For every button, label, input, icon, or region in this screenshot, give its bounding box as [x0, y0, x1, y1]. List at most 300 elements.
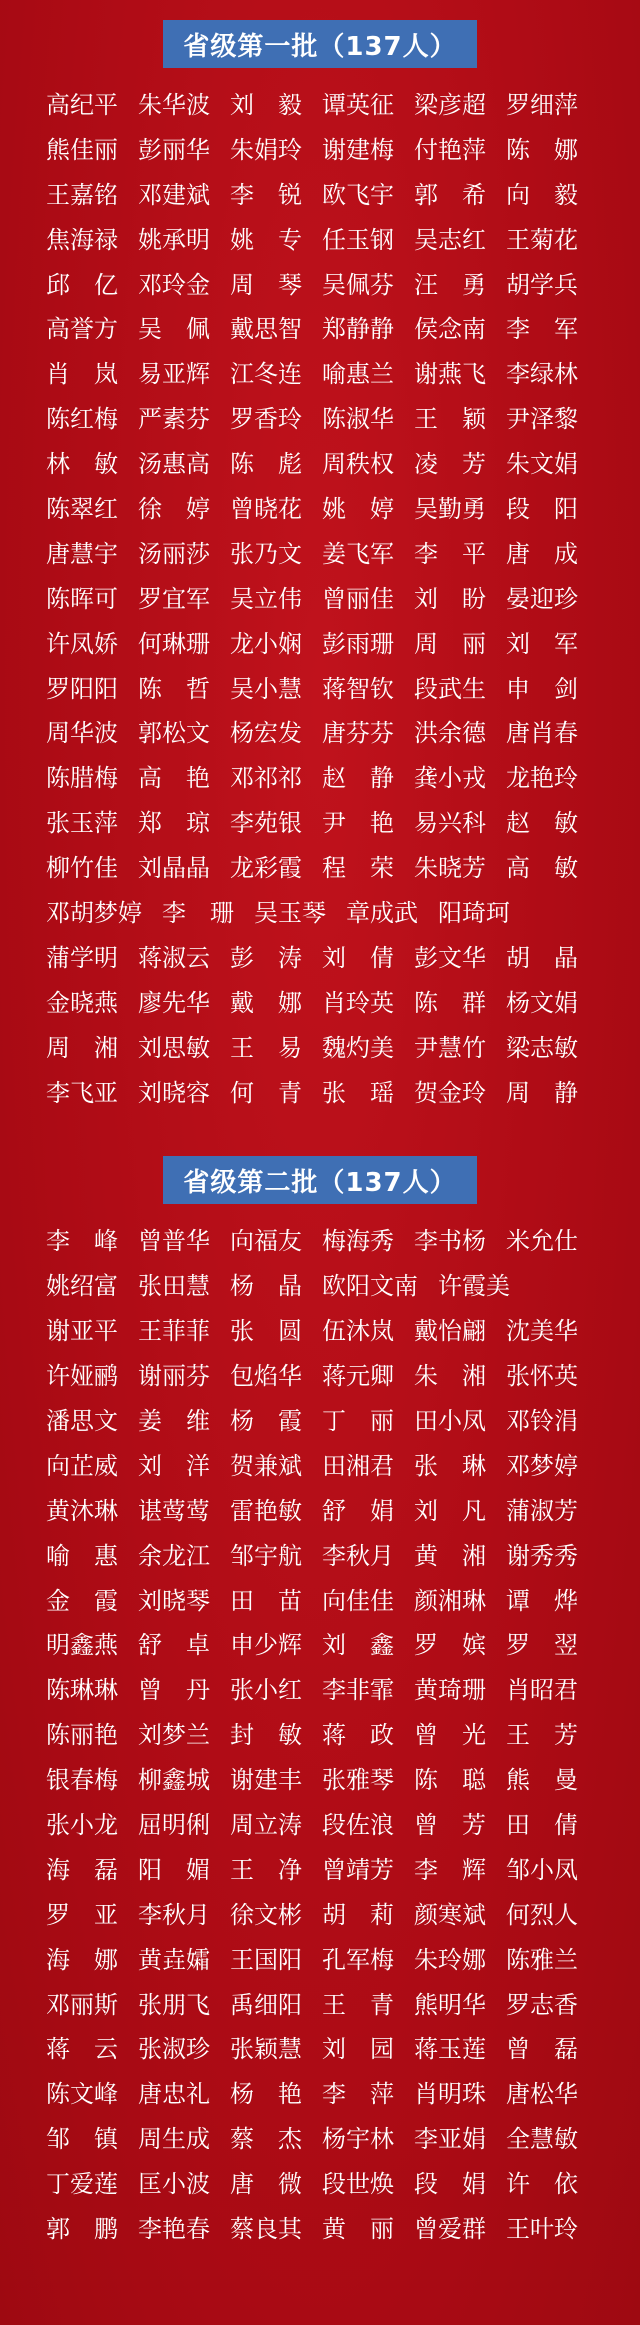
person-name: 周生成	[138, 2125, 210, 2154]
name-row	[46, 753, 640, 798]
person-name: 田 苗	[230, 1586, 302, 1615]
person-name: 曾靖芳	[322, 1855, 394, 1884]
person-name: 王 易	[230, 1033, 302, 1062]
person-name: 肖 岚	[46, 360, 118, 389]
person-name: 罗香玲	[230, 405, 302, 434]
person-name: 易兴科	[414, 809, 486, 838]
name-row	[46, 1261, 640, 1306]
person-name: 任玉钢	[322, 225, 394, 254]
person-name: 段武生	[414, 674, 486, 703]
person-name: 谢丽芬	[138, 1362, 210, 1391]
person-name: 邹小凤	[506, 1855, 578, 1884]
person-name: 张玉萍	[46, 809, 118, 838]
person-name: 何琳珊	[138, 629, 210, 658]
person-name: 蒲淑芳	[506, 1496, 578, 1525]
name-row	[46, 1396, 640, 1441]
person-name: 颜湘琳	[414, 1586, 486, 1615]
person-name: 梅海秀	[322, 1227, 394, 1256]
person-name: 陈 聪	[414, 1766, 486, 1795]
person-name: 段佐浪	[322, 1811, 394, 1839]
person-name: 李 锐	[230, 180, 302, 209]
person-name: 罗宜军	[138, 584, 210, 613]
person-name: 张小龙	[46, 1811, 118, 1839]
person-name: 谢燕飞	[414, 360, 486, 389]
person-name: 罗 亚	[46, 1900, 118, 1929]
person-name: 刘梦兰	[138, 1721, 210, 1750]
person-name: 彭丽华	[138, 135, 210, 164]
person-name: 曾 芳	[414, 1811, 486, 1839]
person-name: 罗 翌	[506, 1631, 578, 1660]
person-name: 申 剑	[506, 674, 578, 703]
name-row	[46, 260, 640, 305]
person-name: 周 静	[506, 1078, 578, 1107]
name-row	[46, 1800, 640, 1845]
person-name: 朱晓芳	[414, 854, 486, 883]
person-name: 曾 丹	[138, 1676, 210, 1705]
person-name: 许 依	[506, 2170, 578, 2199]
person-name: 张乃文	[230, 539, 302, 568]
person-name: 郑 琼	[138, 809, 210, 838]
person-name: 邓祁祁	[230, 764, 302, 793]
person-name: 李 珊	[162, 898, 234, 927]
person-name: 黄垚孀	[138, 1945, 210, 1974]
person-name: 戴思智	[230, 315, 302, 344]
person-name: 龙小娴	[230, 629, 302, 658]
name-row	[46, 1935, 640, 1980]
person-name: 龚小戎	[414, 764, 486, 793]
person-name: 陈 彪	[230, 450, 302, 479]
name-row	[46, 843, 640, 888]
name-row	[46, 170, 640, 215]
person-name: 周秩权	[322, 450, 394, 479]
name-row	[46, 933, 640, 978]
person-name: 周 湘	[46, 1033, 118, 1062]
person-name: 罗阳阳	[46, 674, 118, 703]
person-name: 李苑银	[230, 809, 302, 838]
name-row	[46, 2025, 640, 2070]
person-name: 王国阳	[230, 1945, 302, 1974]
person-name: 谢秀秀	[506, 1541, 578, 1570]
person-name: 黄 丽	[322, 2215, 394, 2244]
person-name: 李绿林	[506, 360, 578, 389]
person-name: 尹慧竹	[414, 1033, 486, 1062]
person-name: 罗 嫔	[414, 1631, 486, 1660]
person-name: 陈丽艳	[46, 1721, 118, 1750]
person-name: 晏迎珍	[506, 584, 578, 613]
person-name: 赵 静	[322, 764, 394, 793]
person-name: 喻惠兰	[322, 360, 394, 389]
person-name: 曾晓花	[230, 494, 302, 523]
person-name: 全慧敏	[506, 2125, 578, 2154]
person-name: 屈明俐	[138, 1811, 210, 1839]
person-name: 姜飞军	[322, 539, 394, 568]
person-name: 陈红梅	[46, 405, 118, 434]
person-name: 唐 成	[506, 539, 578, 568]
person-name: 谭英征	[322, 90, 394, 119]
person-name: 朱文娟	[506, 450, 578, 479]
person-name: 杨文娟	[506, 988, 578, 1017]
person-name: 陈晖可	[46, 584, 118, 613]
person-name: 金 霞	[46, 1586, 118, 1615]
person-name: 封 敏	[230, 1721, 302, 1750]
name-row	[46, 574, 640, 619]
person-name: 李非霏	[322, 1676, 394, 1705]
person-name: 徐 婷	[138, 494, 210, 523]
person-name: 肖昭君	[506, 1676, 578, 1705]
person-name: 张淑珍	[138, 2035, 210, 2064]
person-name: 潘思文	[46, 1406, 118, 1435]
person-name: 刘 园	[322, 2035, 394, 2064]
name-row	[46, 798, 640, 843]
name-row	[46, 1306, 640, 1351]
person-name: 王嘉铭	[46, 180, 118, 209]
person-name: 黄沐琳	[46, 1496, 118, 1525]
person-name: 丁 丽	[322, 1406, 394, 1435]
person-name: 刘晓琴	[138, 1586, 210, 1615]
person-name: 邓铃涓	[506, 1406, 578, 1435]
person-name: 段世焕	[322, 2170, 394, 2199]
section-header	[0, 20, 640, 68]
person-name: 邓建斌	[138, 180, 210, 209]
person-name: 贺金玲	[414, 1078, 486, 1107]
person-name: 周华波	[46, 719, 118, 748]
person-name: 侯念南	[414, 315, 486, 344]
name-row	[46, 2204, 640, 2249]
person-name: 王叶玲	[506, 2215, 578, 2244]
person-name: 王菲菲	[138, 1317, 210, 1346]
person-name: 熊 曼	[506, 1766, 578, 1795]
person-name: 朱华波	[138, 90, 210, 119]
person-name: 刘晓容	[138, 1078, 210, 1107]
person-name: 凌 芳	[414, 450, 486, 479]
person-name: 许凤娇	[46, 629, 118, 658]
person-name: 包焰华	[230, 1362, 302, 1391]
person-name: 郑静静	[322, 315, 394, 344]
person-name: 王 颖	[414, 405, 486, 434]
name-row	[46, 1068, 640, 1113]
person-name: 匡小波	[138, 2170, 210, 2199]
person-name: 姜 维	[138, 1406, 210, 1435]
person-name: 张怀英	[506, 1362, 578, 1391]
person-name: 蒋玉莲	[414, 2035, 486, 2064]
person-name: 雷艳敏	[230, 1496, 302, 1525]
section-header	[0, 1156, 640, 1204]
person-name: 陈琳琳	[46, 1676, 118, 1705]
person-name: 尹泽黎	[506, 405, 578, 434]
name-row	[46, 439, 640, 484]
person-name: 邱 亿	[46, 270, 118, 299]
person-name: 唐慧宇	[46, 539, 118, 568]
name-row	[46, 1755, 640, 1800]
person-name: 蒋元卿	[322, 1362, 394, 1391]
person-name: 吴勤勇	[414, 494, 486, 523]
person-name: 郭松文	[138, 719, 210, 748]
person-name: 禹细阳	[230, 1990, 302, 2019]
person-name: 彭 涛	[230, 943, 302, 972]
person-name: 李书杨	[414, 1227, 486, 1256]
person-name: 邓玲金	[138, 270, 210, 299]
person-name: 朱娟玲	[230, 135, 302, 164]
person-name: 曾爱群	[414, 2215, 486, 2244]
person-name: 陈 群	[414, 988, 486, 1017]
name-row	[46, 664, 640, 709]
person-name: 张颖慧	[230, 2035, 302, 2064]
person-name: 尹 艳	[322, 809, 394, 838]
person-name: 廖先华	[138, 988, 210, 1017]
person-name: 田湘君	[322, 1451, 394, 1480]
person-name: 金晓燕	[46, 988, 118, 1017]
person-name: 肖玲英	[322, 988, 394, 1017]
person-name: 汤惠高	[138, 450, 210, 479]
person-name: 龙彩霞	[230, 854, 302, 883]
person-name: 易亚辉	[138, 360, 210, 389]
person-name: 林 敏	[46, 450, 118, 479]
section-title: 省级第一批（137人）	[163, 20, 477, 68]
name-row	[46, 2114, 640, 2159]
person-name: 黄琦珊	[414, 1676, 486, 1705]
person-name: 向福友	[230, 1227, 302, 1256]
name-row	[46, 1486, 640, 1531]
person-name: 阳琦珂	[438, 898, 510, 927]
person-name: 舒 娟	[322, 1496, 394, 1525]
person-name: 唐 微	[230, 2170, 302, 2199]
person-name: 谢建梅	[322, 135, 394, 164]
person-name: 焦海禄	[46, 225, 118, 254]
person-name: 李 军	[506, 315, 578, 344]
person-name: 李飞亚	[46, 1078, 118, 1107]
person-name: 何 青	[230, 1078, 302, 1107]
person-name: 丁爱莲	[46, 2170, 118, 2199]
person-name: 王 青	[322, 1990, 394, 2019]
person-name: 邓胡梦婷	[46, 898, 142, 927]
person-name: 洪余德	[414, 719, 486, 748]
name-row	[46, 349, 640, 394]
person-name: 张雅琴	[322, 1766, 394, 1795]
person-name: 张 琳	[414, 1451, 486, 1480]
person-name: 梁彦超	[414, 90, 486, 119]
name-row	[46, 1621, 640, 1666]
person-name: 李秋月	[322, 1541, 394, 1570]
name-row	[46, 484, 640, 529]
name-row	[46, 1531, 640, 1576]
person-name: 米允仕	[506, 1227, 578, 1256]
name-row	[46, 125, 640, 170]
person-name: 蒋智钦	[322, 674, 394, 703]
person-name: 银春梅	[46, 1766, 118, 1795]
person-name: 向 毅	[506, 180, 578, 209]
person-name: 胡 晶	[506, 943, 578, 972]
person-name: 姚绍富	[46, 1272, 118, 1301]
person-name: 刘思敏	[138, 1033, 210, 1062]
person-name: 吴小慧	[230, 674, 302, 703]
person-name: 李 辉	[414, 1855, 486, 1884]
person-name: 孔军梅	[322, 1945, 394, 1974]
person-name: 曾 磊	[506, 2035, 578, 2064]
person-name: 谢建丰	[230, 1766, 302, 1795]
person-name: 许霞美	[438, 1272, 510, 1301]
person-name: 蒋淑云	[138, 943, 210, 972]
person-name: 喻 惠	[46, 1541, 118, 1570]
person-name: 蔡 杰	[230, 2125, 302, 2154]
name-row	[46, 2069, 640, 2114]
person-name: 阳 媚	[138, 1855, 210, 1884]
person-name: 杨宇林	[322, 2125, 394, 2154]
person-name: 郭 希	[414, 180, 486, 209]
person-name: 向佳佳	[322, 1586, 394, 1615]
person-name: 张朋飞	[138, 1990, 210, 2019]
person-name: 周 丽	[414, 629, 486, 658]
name-row	[46, 1351, 640, 1396]
person-name: 邹宇航	[230, 1541, 302, 1570]
person-name: 舒 卓	[138, 1631, 210, 1660]
person-name: 刘 倩	[322, 943, 394, 972]
person-name: 陈雅兰	[506, 1945, 578, 1974]
person-name: 张小红	[230, 1676, 302, 1705]
person-name: 龙艳玲	[506, 764, 578, 793]
person-name: 刘 鑫	[322, 1631, 394, 1660]
person-name: 海 磊	[46, 1855, 118, 1884]
person-name: 刘 军	[506, 629, 578, 658]
person-name: 彭文华	[414, 943, 486, 972]
name-row	[46, 215, 640, 260]
person-name: 蒋 云	[46, 2035, 118, 2064]
person-name: 曾普华	[138, 1227, 210, 1256]
name-row	[46, 304, 640, 349]
person-name: 陈腊梅	[46, 764, 118, 793]
person-name: 段 娟	[414, 2170, 486, 2199]
person-name: 戴怡翩	[414, 1317, 486, 1346]
name-row	[46, 1980, 640, 2025]
person-name: 李 萍	[322, 2080, 394, 2109]
name-row	[46, 1216, 640, 1261]
person-name: 李 平	[414, 539, 486, 568]
person-name: 罗志香	[506, 1990, 578, 2019]
person-name: 海 娜	[46, 1945, 118, 1974]
person-name: 陈 娜	[506, 135, 578, 164]
person-name: 伍沐岚	[322, 1317, 394, 1346]
person-name: 黄 湘	[414, 1541, 486, 1570]
person-name: 王 芳	[506, 1721, 578, 1750]
person-name: 姚 婷	[322, 494, 394, 523]
person-name: 胡学兵	[506, 270, 578, 299]
person-name: 田小凤	[414, 1406, 486, 1435]
person-name: 明鑫燕	[46, 1631, 118, 1660]
person-name: 刘晶晶	[138, 854, 210, 883]
name-row	[46, 1441, 640, 1486]
name-row	[46, 1710, 640, 1755]
person-name: 姚 专	[230, 225, 302, 254]
person-name: 周立涛	[230, 1811, 302, 1839]
person-name: 刘 洋	[138, 1451, 210, 1480]
person-name: 熊明华	[414, 1990, 486, 2019]
name-row	[46, 1845, 640, 1890]
person-name: 欧阳文南	[322, 1272, 418, 1301]
person-name: 贺兼斌	[230, 1451, 302, 1480]
person-name: 吴立伟	[230, 584, 302, 613]
name-row	[46, 888, 640, 933]
person-name: 余龙江	[138, 1541, 210, 1570]
section-batch-2	[0, 1112, 640, 2248]
name-grid	[0, 1204, 640, 2248]
person-name: 李亚娟	[414, 2125, 486, 2154]
person-name: 陈翠红	[46, 494, 118, 523]
person-name: 杨宏发	[230, 719, 302, 748]
person-name: 段 阳	[506, 494, 578, 523]
person-name: 张 瑶	[322, 1078, 394, 1107]
name-grid	[0, 68, 640, 1112]
person-name: 朱 湘	[414, 1362, 486, 1391]
person-name: 戴 娜	[230, 988, 302, 1017]
person-name: 柳鑫城	[138, 1766, 210, 1795]
person-name: 邓丽斯	[46, 1990, 118, 2019]
name-row	[46, 80, 640, 125]
person-name: 姚承明	[138, 225, 210, 254]
person-name: 吴志红	[414, 225, 486, 254]
name-row	[46, 394, 640, 439]
person-name: 李 峰	[46, 1227, 118, 1256]
person-name: 周 琴	[230, 270, 302, 299]
person-name: 谭 烨	[506, 1586, 578, 1615]
name-row	[46, 1890, 640, 1935]
name-row	[46, 1665, 640, 1710]
person-name: 杨 霞	[230, 1406, 302, 1435]
person-name: 严素芬	[138, 405, 210, 434]
person-name: 陈 哲	[138, 674, 210, 703]
person-name: 熊佳丽	[46, 135, 118, 164]
person-name: 唐芬芬	[322, 719, 394, 748]
person-name: 高誉方	[46, 315, 118, 344]
person-name: 田 倩	[506, 1811, 578, 1839]
person-name: 邹 镇	[46, 2125, 118, 2154]
person-name: 罗细萍	[506, 90, 578, 119]
person-name: 高纪平	[46, 90, 118, 119]
person-name: 胡 莉	[322, 1900, 394, 1929]
person-name: 郭 鹏	[46, 2215, 118, 2244]
person-name: 李艳春	[138, 2215, 210, 2244]
person-name: 章成武	[346, 898, 418, 927]
person-name: 何烈人	[506, 1900, 578, 1929]
person-name: 曾 光	[414, 1721, 486, 1750]
person-name: 吴 佩	[138, 315, 210, 344]
person-name: 刘 毅	[230, 90, 302, 119]
person-name: 徐文彬	[230, 1900, 302, 1929]
person-name: 谢亚平	[46, 1317, 118, 1346]
person-name: 梁志敏	[506, 1033, 578, 1062]
person-name: 刘 盼	[414, 584, 486, 613]
name-row	[46, 619, 640, 664]
person-name: 沈美华	[506, 1317, 578, 1346]
person-name: 高 敏	[506, 854, 578, 883]
section-batch-1	[0, 0, 640, 1112]
person-name: 汤丽莎	[138, 539, 210, 568]
person-name: 高 艳	[138, 764, 210, 793]
person-name: 唐松华	[506, 2080, 578, 2109]
name-row	[46, 2159, 640, 2204]
person-name: 魏灼美	[322, 1033, 394, 1062]
person-name: 欧飞宇	[322, 180, 394, 209]
person-name: 颜寒斌	[414, 1900, 486, 1929]
person-name: 杨 晶	[230, 1272, 302, 1301]
person-name: 吴佩芬	[322, 270, 394, 299]
name-row	[46, 1576, 640, 1621]
person-name: 柳竹佳	[46, 854, 118, 883]
person-name: 张田慧	[138, 1272, 210, 1301]
person-name: 肖明珠	[414, 2080, 486, 2109]
person-name: 许娅鹂	[46, 1362, 118, 1391]
person-name: 程 荣	[322, 854, 394, 883]
name-row	[46, 1023, 640, 1068]
name-row	[46, 978, 640, 1023]
